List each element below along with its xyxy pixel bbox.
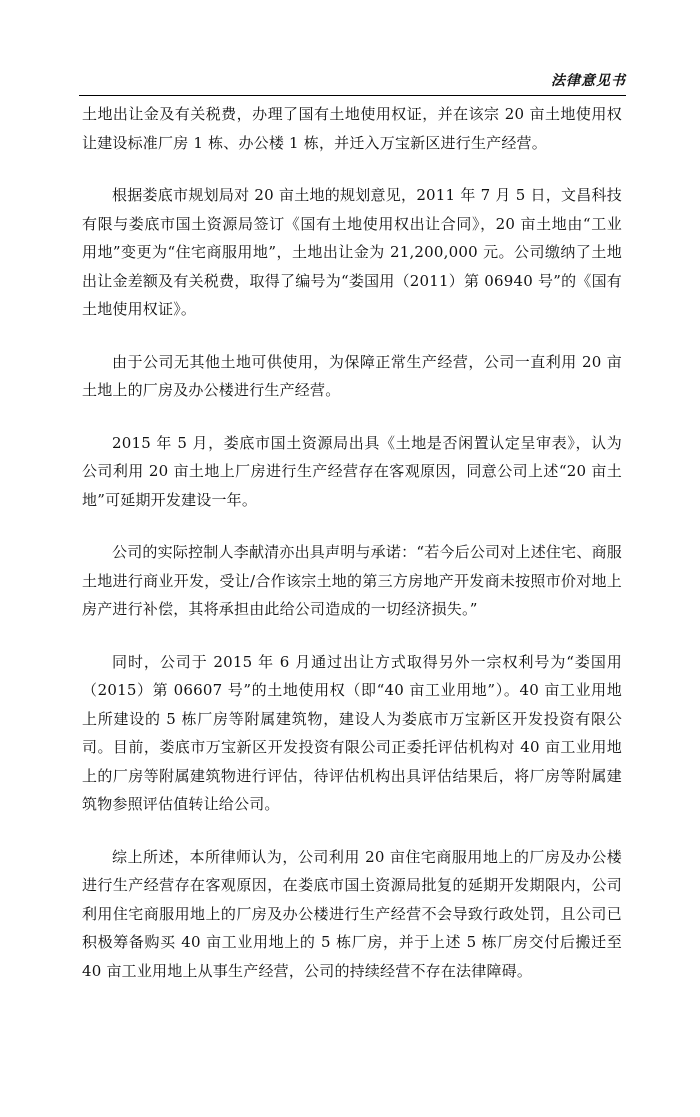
paragraph-controller-commitment: 公司的实际控制人李献清亦出具声明与承诺：“若今后公司对上述住宅、商服土地进行商业开发，受让/合作该宗土地的第三方房地产开发商未按照市价对地上房产进行补偿，其将承担由此给公司造成的一切经济损失。”: [82, 543, 622, 618]
paragraph-idle-land-review: 2015 年 5 月，娄底市国土资源局出具《土地是否闲置认定呈审表》，认为公司利用 20 亩土地上厂房进行生产经营存在客观原因，同意公司上述“20 亩土地”可延期开发建设一年。: [82, 433, 622, 509]
page-header: [0, 0, 700, 100]
header-divider: [79, 95, 626, 96]
paragraph-conclusion: 综上所述，本所律师认为，公司利用 20 亩住宅商服用地上的厂房及办公楼进行生产经营存在客观原因，在娄底市国土资源局批复的延期开发期限内，公司利用住宅商服用地上的厂房及办公楼进行生产经营不会导致行政处罚，且公司已积极筹备购买 40 亩工业用地上的 5 栋厂房，并于上述 5 栋厂房交付后搬迁至 40 亩工业用地上从事生产经营，公司的持续经营不存在法律障碍。: [82, 847, 622, 980]
document-title: 法律意见书: [551, 73, 626, 89]
paragraph-industrial-land: 同时，公司于 2015 年 6 月通过出让方式取得另外一宗权利号为“娄国用（2015）第 06607 号”的土地使用权（即“40 亩工业用地”）。40 亩工业用地上所建设的 5 栋厂房等附属建筑物，建设人为娄底市万宝新区开发投资有限公司。目前，娄底市万宝新区开发投资有限公司正委托评估机构对 40 亩工业用地上的厂房等附属建筑物进行评估，待评估机构出具评估结果后，将厂房等附属建筑物参照评估值转让给公司。: [82, 652, 622, 813]
paragraph-planning-opinion: 根据娄底市规划局对 20 亩土地的规划意见，2011 年 7 月 5 日，文昌科技有限与娄底市国土资源局签订《国有土地使用权出让合同》，20 亩土地由“工业用地”变更为“住宅商服用地”，土地出让金为 21,200,000 元。公司缴纳了土地出让金差额及有关税费，取得了编号为“娄国用（2011）第 06940 号”的《国有土地使用权证》。: [82, 186, 622, 318]
document-body: [82, 100, 622, 1009]
paragraph-continuation: 土地出让金及有关税费，办理了国有土地使用权证，并在该宗 20 亩土地使用权让建设标准厂房 1 栋、办公楼 1 栋，并迁入万宝新区进行生产经营。: [82, 105, 622, 152]
paragraph-land-usage: 由于公司无其他土地可供使用，为保障正常生产经营，公司一直利用 20 亩土地上的厂房及办公楼进行生产经营。: [82, 352, 622, 399]
